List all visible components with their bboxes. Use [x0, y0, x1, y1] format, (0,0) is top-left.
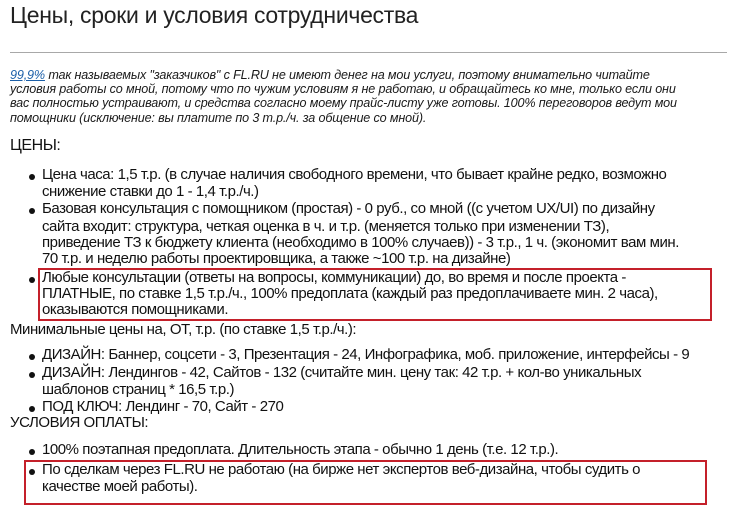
list-item-line: ДИЗАЙН: Лендингов - 42, Сайтов - 132 (считайте мин. цену так: 42 т.р. + кол-во уникальных — [42, 364, 642, 381]
bullet-icon — [29, 469, 35, 475]
list-item-line: сайта входит: структура, четкая оценка в ч. и т.р. (меняется только при изменении ТЗ), — [42, 218, 610, 235]
list-item-line: снижение ставки до 1 - 1,4 т.р./ч.) — [42, 183, 259, 200]
bullet-icon — [29, 208, 35, 214]
intro-text: так называемых "заказчиков" с FL.RU не имеют денег на мои услуги, поэтому внимательно читайте — [44, 68, 650, 82]
intro-line — [10, 68, 650, 82]
min-prices-heading: Минимальные цены на, ОТ, т.р. (по ставке 1,5 т.р./ч.): — [10, 321, 357, 338]
page-title: Цены, сроки и условия сотрудничества — [10, 2, 419, 28]
list-item-line: 70 т.р. и неделю работы проектировщика, а также ~100 т.р. на дизайне) — [42, 250, 511, 267]
divider — [10, 52, 727, 53]
list-item-line: Цена часа: 1,5 т.р. (в случае наличия свободного времени, что бывает крайне редко, возможно — [42, 166, 667, 183]
bullet-icon — [29, 277, 35, 283]
bullet-icon — [29, 406, 35, 412]
payment-heading: УСЛОВИЯ ОПЛАТЫ: — [10, 414, 149, 431]
bullet-icon — [29, 354, 35, 360]
intro-line: условия работы со мной, потому что по чужим условиям я не работаю, и обращайтесь ко мне, только если они — [10, 82, 676, 96]
bullet-icon — [29, 174, 35, 180]
list-item-line: По сделкам через FL.RU не работаю (на бирже нет экспертов веб-дизайна, чтобы судить о — [42, 461, 641, 478]
list-item-line: 100% поэтапная предоплата. Длительность этапа - обычно 1 день (т.е. 12 т.р.). — [42, 441, 559, 458]
list-item-line: приведение ТЗ к бюджету клиента (необходимо в 100% случаев)) - 3 т.р., 1 ч. (экономит вам мин. — [42, 234, 679, 251]
list-item-line: ПЛАТНЫЕ, по ставке 1,5 т.р./ч., 100% предоплата (каждый раз предоплачиваете мин. 2 часа), — [42, 285, 658, 302]
percentage-link[interactable]: 99,9% — [10, 68, 45, 82]
intro-line: вас полностью устраивают, и средства согласно моему прайс-листу уже готовы. 100% переговоров ведут мои — [10, 96, 677, 110]
list-item-line: шаблонов страниц * 16,5 т.р.) — [42, 381, 234, 398]
prices-heading: ЦЕНЫ: — [10, 137, 61, 154]
list-item-line: ПОД КЛЮЧ: Лендинг - 70, Сайт - 270 — [42, 398, 284, 415]
bullet-icon — [29, 372, 35, 378]
intro-line: помощники (исключение: вы платите по 3 т.р./ч. за общение со мной). — [10, 111, 427, 125]
list-item-line: ДИЗАЙН: Баннер, соцсети - 3, Презентация - 24, Инфографика, моб. приложение, интерфейсы - 9 — [42, 346, 690, 363]
bullet-icon — [29, 449, 35, 455]
list-item-line: Любые консультации (ответы на вопросы, коммуникации) до, во время и после проекта - — [42, 269, 626, 286]
list-item-line: качестве моей работы). — [42, 478, 198, 495]
list-item-line: Базовая консультация с помощником (простая) - 0 руб., со мной ((с учетом UX/UI) по дизайну — [42, 200, 655, 217]
list-item-line: оказываются помощниками. — [42, 301, 229, 318]
